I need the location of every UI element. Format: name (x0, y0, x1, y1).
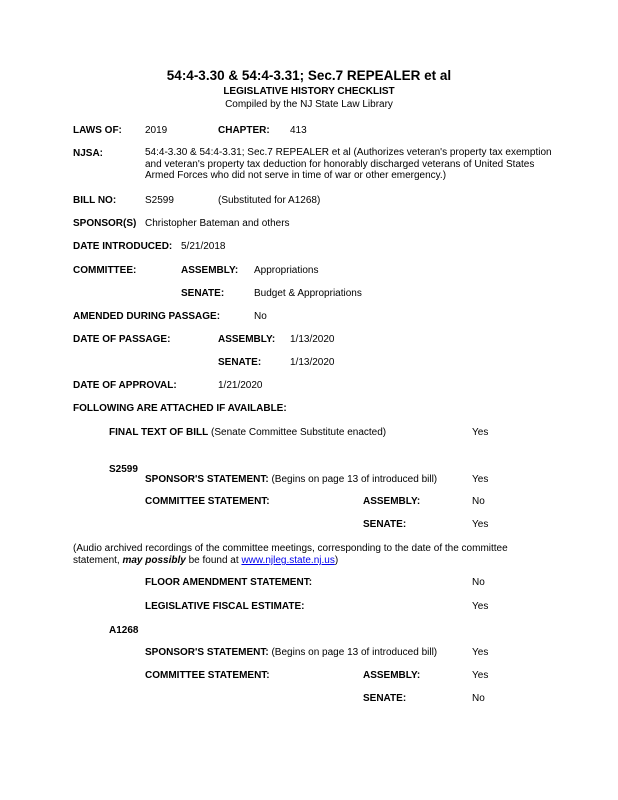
a1268-senate-label: SENATE: (363, 693, 407, 704)
audio-note-line1: (Audio archived recordings of the committee meetings, corresponding to the date of the committee (73, 543, 508, 554)
passage-senate-label: SENATE: (218, 357, 262, 368)
passage-assembly-label: ASSEMBLY: (218, 334, 276, 345)
sponsor-label: SPONSOR(S) (73, 218, 137, 229)
final-text-note: (Senate Committee Substitute enacted) (211, 427, 387, 438)
a1268-sponsor-row (145, 647, 437, 659)
approval-label: DATE OF APPROVAL: (73, 380, 177, 391)
njsa-label: NJSA: (73, 148, 104, 159)
s2599-committee-label: COMMITTEE STATEMENT: (145, 496, 270, 507)
njleg-link[interactable]: www.njleg.state.nj.us (241, 555, 335, 566)
fiscal-value: Yes (472, 601, 489, 612)
a1268-sponsor-note: (Begins on page 13 of introduced bill) (271, 647, 438, 658)
fiscal-label: LEGISLATIVE FISCAL ESTIMATE: (145, 601, 305, 612)
a1268-sponsor-value: Yes (472, 647, 489, 658)
introduced-value: 5/21/2018 (181, 241, 226, 252)
s2599-sponsor-row (145, 474, 437, 486)
sponsor-value: Christopher Bateman and others (145, 218, 290, 229)
final-text-row (109, 427, 386, 439)
a1268-heading: A1268 (109, 625, 139, 636)
audio-text-post: ) (334, 555, 339, 566)
amended-label: AMENDED DURING PASSAGE: (73, 311, 221, 322)
introduced-label: DATE INTRODUCED: (73, 241, 173, 252)
passage-label: DATE OF PASSAGE: (73, 334, 171, 345)
amended-value: No (254, 311, 267, 322)
audio-text-mid: be found at (185, 555, 242, 566)
laws-value: 2019 (145, 125, 168, 136)
compiled-by: Compiled by the NJ State Law Library (225, 99, 393, 110)
committee-assembly-label: ASSEMBLY: (181, 265, 239, 276)
s2599-assembly-label: ASSEMBLY: (363, 496, 421, 507)
s2599-sponsor-note: (Begins on page 13 of introduced bill) (271, 474, 438, 485)
chapter-value: 413 (290, 125, 307, 136)
attached-heading: FOLLOWING ARE ATTACHED IF AVAILABLE: (73, 403, 287, 414)
a1268-sponsor-label: SPONSOR'S STATEMENT: (145, 647, 269, 658)
committee-senate-value: Budget & Appropriations (254, 288, 362, 299)
final-text-label: FINAL TEXT OF BILL (109, 427, 209, 438)
audio-text-pre: statement, (73, 555, 123, 566)
s2599-sponsor-value: Yes (472, 474, 489, 485)
s2599-assembly-value: No (472, 496, 485, 507)
bill-substitution-note: (Substituted for A1268) (218, 195, 321, 206)
committee-senate-label: SENATE: (181, 288, 225, 299)
s2599-sponsor-label: SPONSOR'S STATEMENT: (145, 474, 269, 485)
a1268-assembly-value: Yes (472, 670, 489, 681)
bill-label: BILL NO: (73, 195, 117, 206)
checklist-heading: LEGISLATIVE HISTORY CHECKLIST (223, 86, 395, 97)
committee-label: COMMITTEE: (73, 265, 137, 276)
floor-value: No (472, 577, 485, 588)
bill-value: S2599 (145, 195, 174, 206)
audio-emphasis: may possibly (122, 555, 186, 566)
page-title: 54:4-3.30 & 54:4-3.31; Sec.7 REPEALER et al (166, 68, 452, 83)
a1268-assembly-label: ASSEMBLY: (363, 670, 421, 681)
final-text-value: Yes (472, 427, 489, 438)
audio-note-line2 (73, 555, 338, 567)
njsa-value: 54:4-3.30 & 54:4-3.31; Sec.7 REPEALER et al (Authorizes veteran's property tax exemption and veteran's property tax deduction for honorably discharged veterans of United States Armed Forces who did not serve in time of war or other emergency.) (145, 147, 552, 181)
committee-assembly-value: Appropriations (254, 265, 319, 276)
approval-value: 1/21/2020 (218, 380, 263, 391)
s2599-senate-label: SENATE: (363, 519, 407, 530)
chapter-label: CHAPTER: (218, 125, 270, 136)
a1268-committee-label: COMMITTEE STATEMENT: (145, 670, 270, 681)
a1268-senate-value: No (472, 693, 485, 704)
s2599-heading: S2599 (109, 464, 138, 475)
floor-label: FLOOR AMENDMENT STATEMENT: (145, 577, 313, 588)
passage-senate-value: 1/13/2020 (290, 357, 335, 368)
laws-label: LAWS OF: (73, 125, 122, 136)
s2599-senate-value: Yes (472, 519, 489, 530)
passage-assembly-value: 1/13/2020 (290, 334, 335, 345)
